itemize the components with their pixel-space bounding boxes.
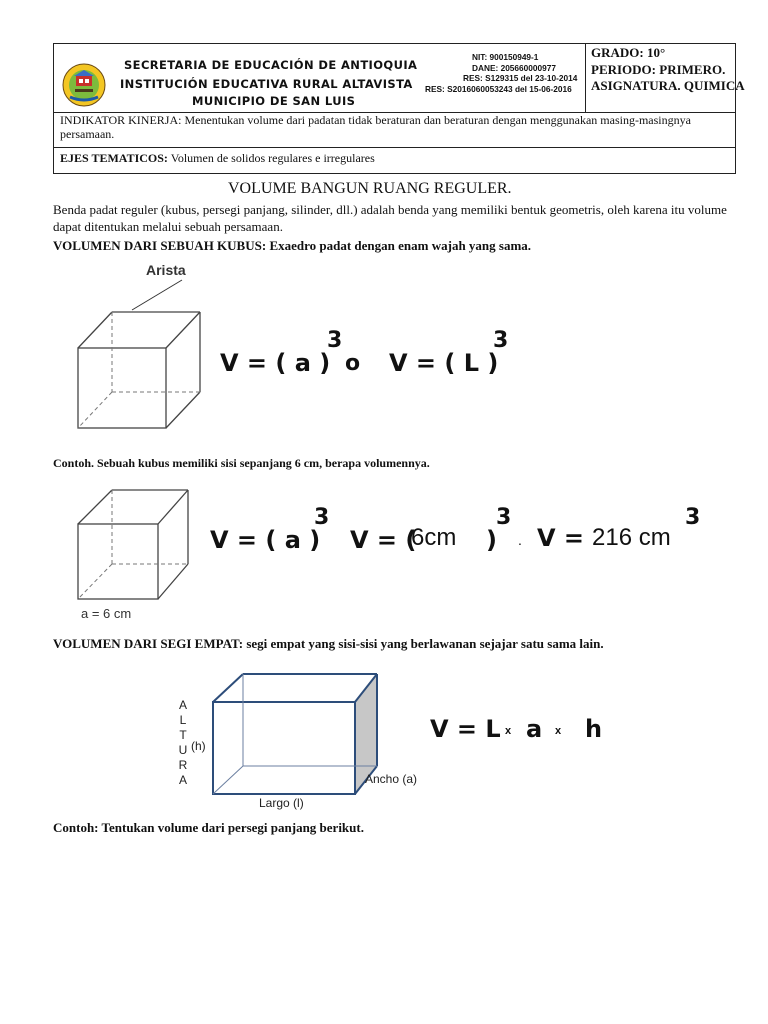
altura-letter: U [178,743,188,757]
page-title: VOLUME BANGUN RUANG REGULER. [228,180,512,197]
header-divider [53,147,736,148]
cube-exponent-a: 3 [327,328,343,353]
width-label: Ancho (a) [365,772,418,786]
res-text-1: RES: S129315 del 23-10-2014 [463,73,578,83]
indikator-row [60,113,736,141]
asignatura-text: ASIGNATURA. QUIMICA [591,78,745,93]
side-length-label: a = 6 cm [81,606,132,621]
altura-label [177,698,189,788]
example-1-text: Contoh. Sebuah kubus memiliki sisi sepanjang 6 cm, berapa volumennya. [53,456,430,470]
example-formula-2-close: ) [486,526,497,554]
example-exponent-1: 3 [314,505,330,530]
altura-letter: A [178,698,187,712]
rect-heading-rest: segi empat yang sisi-sisi yang berlawanan sejajar satu sama lain. [243,636,604,651]
example-formula-2-open: V = ( [350,526,417,554]
example-formula-2-value: 6cm [411,524,457,551]
periodo-text: PERIODO: PRIMERO. [591,61,726,77]
institution-line-3: MUNICIPIO DE SAN LUIS [192,94,356,108]
indikator-text: Menentukan volume dari padatan tidak beraturan dan beraturan dengan menggunakan masing-masingnya persamaan. [60,113,691,141]
cube-diagram-1 [70,278,220,434]
cube-heading-label: VOLUMEN DARI SEBUAH KUBUS: [53,238,267,253]
indikator-label: INDIKATOR KINERJA: [60,113,182,127]
cube-formula-a: V = ( a ) [220,349,331,377]
altura-letter: A [178,773,187,787]
registration-block [425,52,581,94]
example-2-text: Contoh: Tentukan volume dari persegi panjang berikut. [53,820,364,835]
course-info [591,45,745,95]
res-text-2: RES: S2016060053243 del 15-06-2016 [425,83,572,94]
altura-letter: R [178,758,188,772]
altura-letter: L [179,713,187,727]
altura-letter: T [179,728,187,742]
height-label: (h) [191,739,206,753]
rect-heading [53,636,604,652]
cube-heading-rest: Exaedro padat dengan enam wajah yang sama. [266,238,532,253]
cube-diagram-2 [70,484,220,609]
ejes-row [60,151,736,165]
cube-formula-or: o [345,351,361,376]
prism-formula-a: a [526,715,543,743]
length-label: Largo (l) [259,796,304,810]
prism-formula-h: h [585,715,603,743]
example-formula-1: V = ( a ) [210,526,321,554]
times-sign: x [555,725,562,737]
institution-line-1: SECRETARIA DE EDUCACIÓN DE ANTIOQUIA [124,58,418,72]
example-separator-dot: . [518,532,522,548]
institution-line-2: INSTITUCIÓN EDUCATIVA RURAL ALTAVISTA [120,77,413,91]
example-exponent-3: 3 [685,505,701,530]
example-formula-3: V = [537,524,585,552]
ejes-text: Volumen de solidos regulares e irregulares [167,151,375,165]
cube-heading [53,238,531,254]
ejes-label: EJES TEMATICOS: [60,151,168,165]
prism-diagram [205,672,390,802]
cube-formula-l: V = ( L ) [389,349,499,377]
example-formula-3-value: 216 cm [592,524,671,551]
grado-text: GRADO: 10° [591,45,666,60]
times-sign: x [505,725,512,737]
dane-text: DANE: 205660000977 [472,62,556,73]
cube-exponent-l: 3 [493,328,509,353]
example-exponent-2: 3 [496,505,512,530]
nit-text: NIT: 900150949-1 [472,52,539,62]
rect-heading-label: VOLUMEN DARI SEGI EMPAT: [53,636,244,651]
intro-paragraph: Benda padat reguler (kubus, persegi panjang, silinder, dll.) adalah benda yang memiliki bentuk geometris, oleh karena itu volume dapat ditentukan melalui sebuah persamaan. [53,202,727,234]
arista-label: Arista [146,262,186,278]
prism-formula-v: V = L [430,715,501,743]
school-logo [62,63,106,107]
